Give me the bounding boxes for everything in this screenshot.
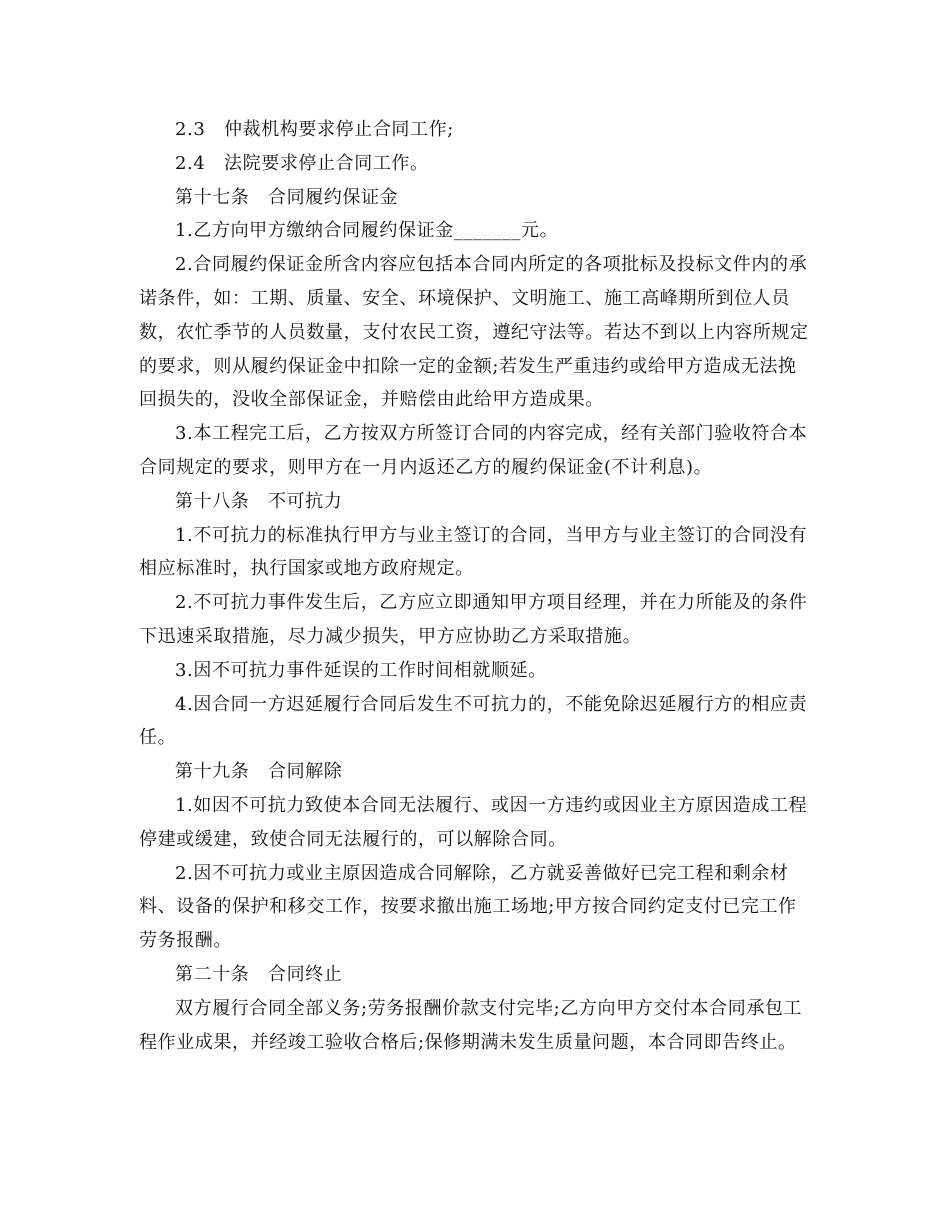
article-18-heading: 第十八条 不可抗力 bbox=[175, 490, 343, 512]
article-18-item-2: 2.不可抗力事件发生后，乙方应立即通知甲方项目经理，并在力所能及的条件下迅速采取措施，尽力减少损失，甲方应协助乙方采取措施。 bbox=[139, 592, 808, 647]
article-18-item-1: 1.不可抗力的标准执行甲方与业主签订的合同，当甲方与业主签订的合同没有相应标准时，执行国家或地方政府规定。 bbox=[139, 524, 808, 580]
article-17-item-1: 1.乙方向甲方缴纳合同履约保证金_______元。 bbox=[175, 220, 559, 242]
article-17-heading: 第十七条 合同履约保证金 bbox=[175, 186, 399, 208]
article-19-item-2: 2.因不可抗力或业主原因造成合同解除，乙方就妥善做好已完工程和剩余材料、设备的保护和移交工作，按要求撤出施工场地;甲方按合同约定支付已完工作劳务报酬。 bbox=[139, 862, 797, 952]
article-19-item-1: 1.如因不可抗力致使本合同无法履行、或因一方违约或因业主方原因造成工程停建或缓建，致使合同无法履行的，可以解除合同。 bbox=[139, 794, 808, 850]
article-18-item-4: 4.因合同一方迟延履行合同后发生不可抗力的，不能免除迟延履行方的相应责任。 bbox=[139, 693, 808, 749]
article-17-item-2: 2.合同履约保证金所含内容应包括本合同内所定的各项批标及投标文件内的承诺条件，如：工期、质量、安全、环境保护、文明施工、施工高峰期所到位人员数，农忙季节的人员数量，支付农民工资，遵纪守法等。若达不到以上内容所规定的要求，则从履约保证金中扣除一定的金额;若发生严重违约或给甲方造成无法挽回损失的，没收全部保证金，并赔偿由此给甲方造成果。 bbox=[139, 254, 809, 411]
article-20-body: 双方履行合同全部义务;劳务报酬价款支付完毕;乙方向甲方交付本合同承包工程作业成果，并经竣工验收合格后;保修期满未发生质量问题，本合同即告终止。 bbox=[139, 997, 803, 1053]
clause-2-4: 2.4 法院要求停止合同工作。 bbox=[175, 152, 429, 174]
article-17-item-3: 3.本工程完工后，乙方按双方所签订合同的内容完成，经有关部门验收符合本合同规定的要求，则甲方在一月内返还乙方的履约保证金(不计利息)。 bbox=[139, 423, 808, 478]
clause-2-3: 2.3 仲裁机构要求停止合同工作; bbox=[175, 119, 454, 140]
article-20-heading: 第二十条 合同终止 bbox=[175, 963, 343, 985]
article-18-item-3: 3.因不可抗力事件延误的工作时间相就顺延。 bbox=[175, 659, 547, 681]
document-body bbox=[139, 113, 811, 1059]
article-19-heading: 第十九条 合同解除 bbox=[175, 761, 343, 783]
